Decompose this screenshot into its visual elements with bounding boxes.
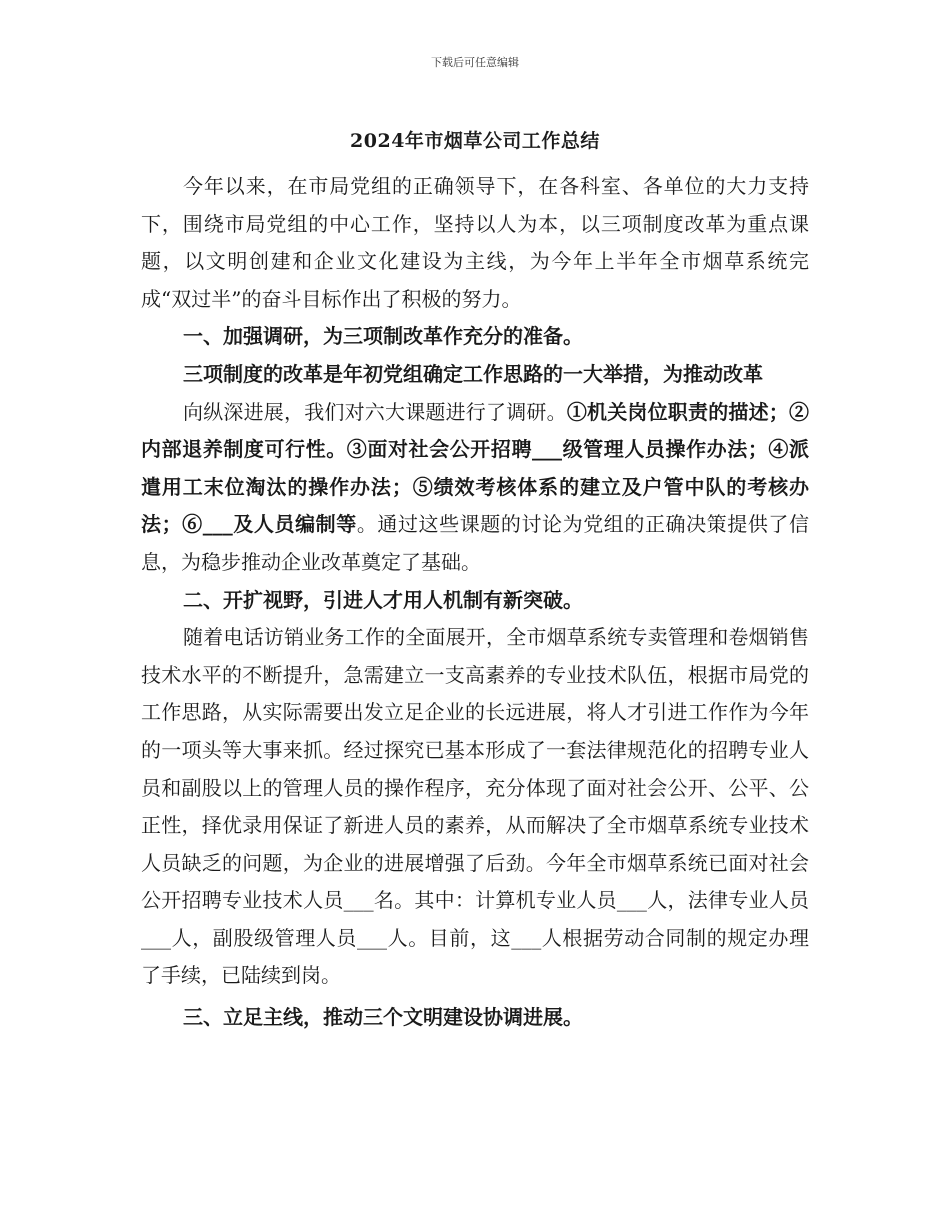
research-text-a: 向纵深进展，我们对六大课题进行了调研。 [183, 399, 567, 424]
research-paragraph [141, 394, 809, 582]
section-heading-1: 一、加强调研，为三项制改革作充分的准备。 [183, 324, 583, 349]
research-topics: ①机关岗位职责的描述；②内部退养制度可行性。③面对社会公开招聘___级管理人员操作办法；④派遣用工末位淘汰的操作办法；⑤绩效考核体系的建立及户管中队的考核办法；⑥___及人员编制等 [141, 399, 810, 537]
header-note: 下载后可任意编辑 [431, 56, 519, 69]
talent-paragraph: 随着电话访销业务工作的全面展开，全市烟草系统专卖管理和卷烟销售技术水平的不断提升，急需建立一支高素养的专业技术队伍，根据市局党的工作思路，从实际需要出发立足企业的长远进展，将人才引进工作作为今年的一项头等大事来抓。经过探究已基本形成了一套法律规范化的招聘专业人员和副股以上的管理人员的操作程序，充分体现了面对社会公开、公平、公正性，择优录用保证了新进人员的素养，从而解决了全市烟草系统专业技术人员缺乏的问题，为企业的进展增强了后劲。今年全市烟草系统已面对社会公开招聘专业技术人员___名。其中：计算机专业人员___人，法律专业人员___人，副股级管理人员___人。目前，这___人根据劳动合同制的规定办理了手续，已陆续到岗。 [141, 625, 809, 988]
section-heading-2: 二、开扩视野，引进人才用人机制有新突破。 [183, 587, 583, 612]
document-body [141, 168, 809, 1037]
reform-lead-paragraph: 三项制度的改革是年初党组确定工作思路的一大举措，为推动改革 [183, 361, 763, 386]
document-title: 2024年市烟草公司工作总结 [350, 130, 600, 152]
section-heading-3: 三、立足主线，推动三个文明建设协调进展。 [183, 1005, 583, 1030]
research-text-c: 。通过这些课题的讨论为党组的正确决策提供了信息，为稳步推动企业改革奠定了基础。 [141, 512, 810, 574]
intro-paragraph: 今年以来，在市局党组的正确领导下，在各科室、各单位的大力支持下，围绕市局党组的中心工作，坚持以人为本，以三项制度改革为重点课题，以文明创建和企业文化建设为主线，为今年上半年全市烟草系统完成“双过半”的奋斗目标作出了积极的努力。 [141, 174, 809, 311]
